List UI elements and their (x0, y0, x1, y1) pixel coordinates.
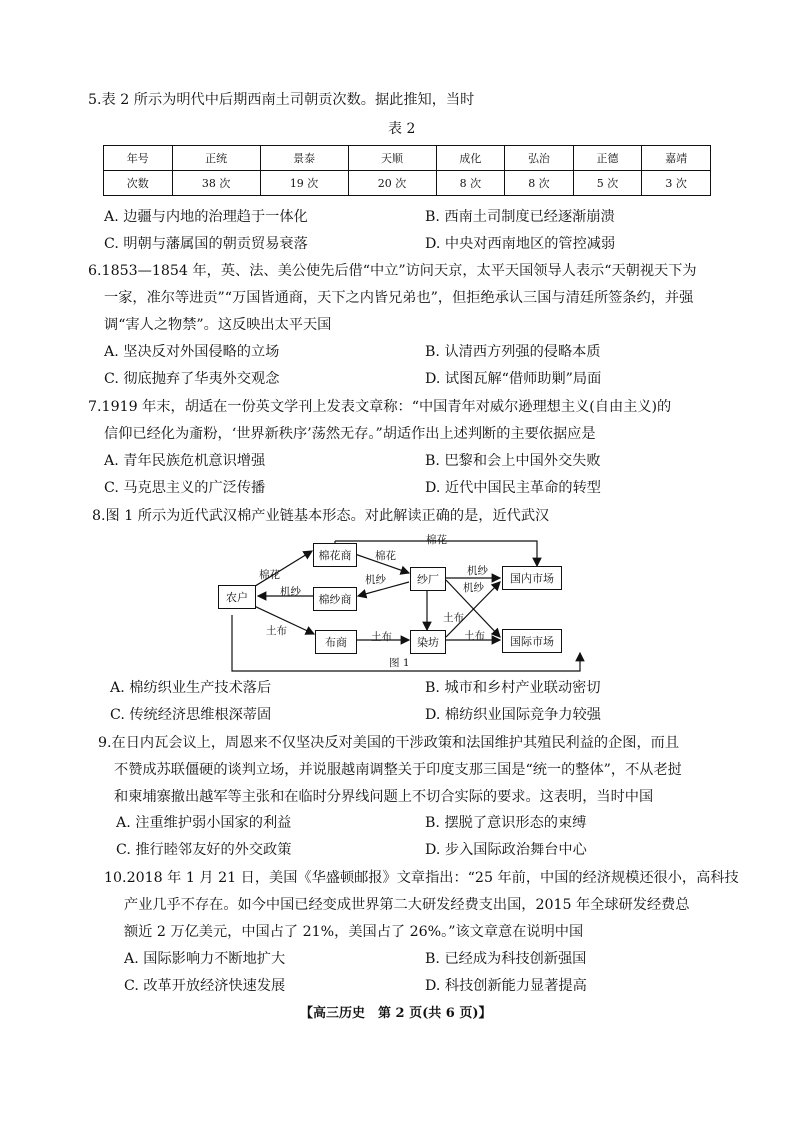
edge-label-tubu-intl: 土布 (464, 630, 485, 642)
table-era-cell: 弘治 (505, 146, 574, 171)
node-farmer: 农户 (218, 585, 256, 609)
edge-label-cotton-mid: 棉花 (375, 550, 396, 562)
table-row-label: 次数 (104, 171, 173, 196)
q10-stem-line-1: 10.2018 年 1 月 21 日，美国《华盛顿邮报》文章指出：“25 年前，中国的经济规模还很小，高科技 (104, 870, 739, 886)
q6-option-c[interactable]: C. 彻底抛弃了华夷外交观念 (104, 371, 280, 387)
q5-option-c[interactable]: C. 明朝与藩属国的朝贡贸易衰落 (104, 236, 308, 252)
q7-option-b[interactable]: B. 巴黎和会上中国外交失败 (425, 453, 601, 469)
q5-stem: 5.表 2 所示为明代中后期西南土司朝贡次数。据此推知，当时 (88, 92, 475, 108)
q9-stem-line-3: 和柬埔寨撤出越军等主张和在临时分界线问题上不切合实际的要求。这表明，当时中国 (114, 789, 654, 805)
q5-option-b[interactable]: B. 西南土司制度已经逐渐崩溃 (425, 209, 615, 225)
q8-option-c[interactable]: C. 传统经济思维根深蒂固 (110, 707, 272, 723)
node-intl-market: 国际市场 (502, 629, 562, 653)
q7-option-d[interactable]: D. 近代中国民主革命的转型 (425, 480, 601, 496)
q7-stem-line-1: 7.1919 年末，胡适在一份英文学刊上发表文章称：“中国青年对威尔逊理想主义(自由主义)的 (88, 399, 672, 415)
q9-option-d[interactable]: D. 步入国际政治舞台中心 (425, 842, 587, 858)
edge-label-cotton-top: 棉花 (426, 534, 447, 546)
table-era-cell: 天顺 (348, 146, 436, 171)
q8-option-b[interactable]: B. 城市和乡村产业联动密切 (425, 680, 601, 696)
tribute-table (103, 145, 711, 196)
q6-option-a[interactable]: A. 坚决反对外国侵略的立场 (104, 344, 280, 360)
node-domestic-market: 国内市场 (502, 566, 562, 590)
edge-label-cotton-left: 棉花 (259, 569, 280, 581)
table-era-cell: 正德 (573, 146, 642, 171)
q10-stem-line-2: 产业几乎不存在。如今中国已经变成世界第二大研发经费支出国，2015 年全球研发经费总 (124, 897, 690, 913)
q8-stem: 8.图 1 所示为近代武汉棉产业链基本形态。对此解读正确的是，近代武汉 (92, 508, 550, 524)
table-era-cell: 成化 (436, 146, 505, 171)
q5-option-a[interactable]: A. 边疆与内地的治理趋于一体化 (104, 209, 308, 225)
table-era-cell: 嘉靖 (642, 146, 711, 171)
table-count-row (104, 171, 711, 196)
edge-label-tubu-cross: 土布 (443, 612, 464, 624)
table-count-cell: 20 次 (348, 171, 436, 196)
q7-option-c[interactable]: C. 马克思主义的广泛传播 (104, 480, 266, 496)
q6-option-d[interactable]: D. 试图瓦解“借师助剿”局面 (425, 371, 602, 387)
q8-option-a[interactable]: A. 棉纺织业生产技术落后 (110, 680, 272, 696)
q6-option-b[interactable]: B. 认清西方列强的侵略本质 (425, 344, 601, 360)
table-count-cell: 5 次 (573, 171, 642, 196)
table-header-label: 年号 (104, 146, 173, 171)
q10-option-c[interactable]: C. 改革开放经济快速发展 (124, 978, 286, 994)
edge-label-yarn-merchant-farmer: 机纱 (280, 586, 301, 598)
page-footer: 【高三历史 第 2 页(共 6 页)】 (300, 1006, 492, 1021)
figure-caption: 图 1 (389, 657, 410, 669)
q10-option-d[interactable]: D. 科技创新能力显著提高 (425, 978, 587, 994)
node-mill: 纱厂 (410, 567, 446, 591)
table-header-row (104, 146, 711, 171)
node-cloth-merchant: 布商 (315, 630, 357, 654)
q9-option-c[interactable]: C. 推行睦邻友好的外交政策 (116, 842, 292, 858)
edge-label-tubu-cloth: 土布 (371, 631, 392, 643)
edge-label-yarn-cross: 机纱 (463, 582, 484, 594)
table-count-cell: 8 次 (505, 171, 574, 196)
q6-stem-line-3: 调“害人之物禁”。这反映出太平天国 (104, 317, 332, 333)
q9-stem-line-1: 9.在日内瓦会议上，周恩来不仅坚决反对美国的干涉政策和法国维护其殖民利益的企图，而且 (98, 735, 680, 751)
table-era-cell: 景泰 (260, 146, 348, 171)
edge-label-tubu-farmer: 土布 (266, 625, 287, 637)
q7-stem-line-2: 信仰已经化为齑粉，‘世界新秩序’荡然无存。”胡适作出上述判断的主要依据应是 (104, 426, 596, 442)
node-yarn-merchant: 棉纱商 (313, 587, 357, 611)
q7-option-a[interactable]: A. 青年民族危机意识增强 (104, 453, 266, 469)
table-caption: 表 2 (388, 121, 416, 137)
node-cotton-merchant: 棉花商 (313, 543, 357, 567)
table-count-cell: 8 次 (436, 171, 505, 196)
q5-option-d[interactable]: D. 中央对西南地区的管控减弱 (425, 236, 616, 252)
edge-label-yarn-domestic: 机纱 (467, 565, 488, 577)
table-count-cell: 3 次 (642, 171, 711, 196)
q9-option-b[interactable]: B. 摆脱了意识形态的束缚 (425, 815, 587, 831)
q6-stem-line-2: 一家，准尔等进贡”“万国皆通商，天下之内皆兄弟也”，但拒绝承认三国与清廷所签条约，并强 (104, 290, 694, 306)
q9-option-a[interactable]: A. 注重维护弱小国家的利益 (116, 815, 292, 831)
q6-stem-line-1: 6.1853—1854 年，英、法、美公使先后借“中立”访问天京，太平天国领导人表示“天朝视天下为 (88, 263, 697, 279)
q8-option-d[interactable]: D. 棉纺织业国际竞争力较强 (425, 707, 601, 723)
edge-label-yarn-mill-merchant: 机纱 (365, 574, 386, 586)
q10-option-a[interactable]: A. 国际影响力不断地扩大 (124, 951, 286, 967)
q10-stem-line-3: 额近 2 万亿美元，中国占了 21%，美国占了 26%。”该文章意在说明中国 (124, 924, 584, 940)
table-count-cell: 38 次 (172, 171, 260, 196)
q9-stem-line-2: 不赞成苏联僵硬的谈判立场，并说服越南调整关于印度支那三国是“统一的整体”，不从老挝 (114, 762, 682, 778)
q10-option-b[interactable]: B. 已经成为科技创新强国 (425, 951, 587, 967)
table-count-cell: 19 次 (260, 171, 348, 196)
node-dyehouse: 染坊 (410, 630, 446, 654)
table-era-cell: 正统 (172, 146, 260, 171)
